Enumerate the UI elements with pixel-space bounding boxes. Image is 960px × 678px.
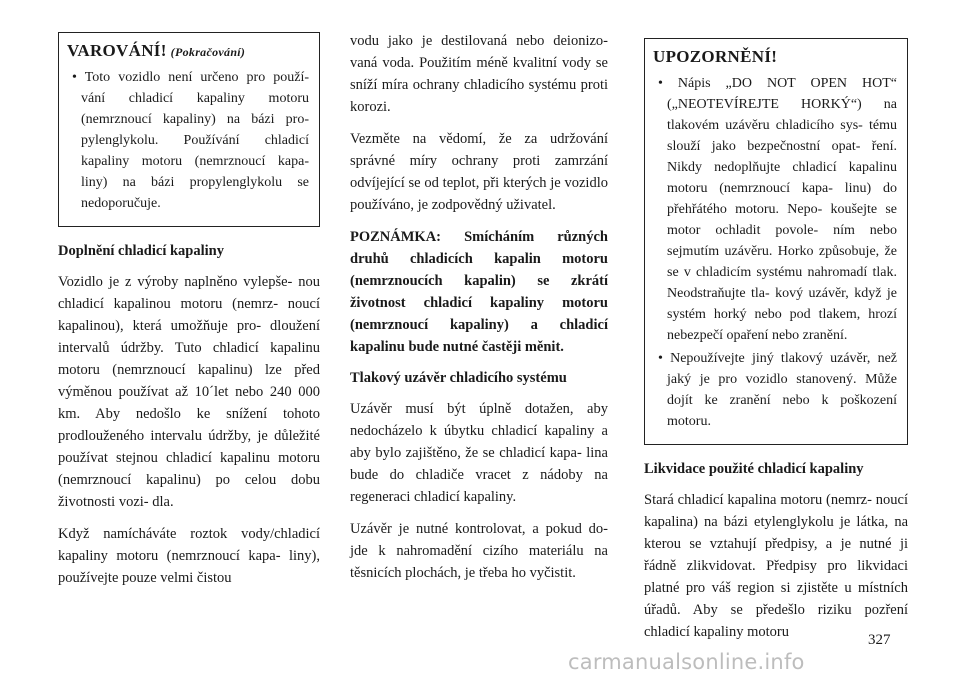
page-number: 327 (868, 632, 891, 648)
warning-continued: (Pokračování) (170, 45, 246, 59)
caution-box (644, 38, 908, 445)
paragraph-mixing-water: Když namícháváte roztok vody/chladicí kapaliny motoru (nemrznoucí kapa- liny), používejte pouze velmi čistou (58, 526, 320, 586)
warning-box (58, 32, 320, 227)
paragraph-cap-tight: Uzávěr musí být úplně dotažen, aby nedocházelo k úbytku chladicí kapaliny a aby bylo zajištěno, že se chladicí kapa- lina bude do chladiče vracet z nádoby na regeneraci chladicí kapaliny. (350, 401, 608, 505)
heading-coolant-disposal: Likvidace použité chladicí kapaliny (644, 461, 864, 477)
paragraph-coolant-factory: Vozidlo je z výroby naplněno vylepše- nou chladicí kapalinou motoru (nemrz- noucí kapalinou), která umožňuje pro- dloužení intervalů údržby. Tuto chladicí kapalinu motoru (nemrznoucí kapalinu) lze před výměnou používat až 10´let nebo 240 000 km. Aby nedošlo ke snížení tohoto prodlouženého intervalu údržby, je důležité používat stejnou chladicí kapalinu motoru (nemrznoucí kapalinu) po celou dobu životnosti vozi- dla. (58, 274, 320, 510)
warning-title: VAROVÁNÍ! (Pokračování) (67, 41, 246, 60)
caution-title: UPOZORNĚNÍ! (653, 47, 778, 66)
note-mixing-coolants: POZNÁMKA: Smícháním různých druhů chladicích kapalin motoru (nemrznoucích kapalin) se zkrátí životnost chladicí kapaliny motoru (nemrznoucí kapaliny) a chladicí kapalinu bude nutné častěji měnit. (350, 229, 608, 355)
heading-pressure-cap: Tlakový uzávěr chladicího systému (350, 370, 567, 386)
column-right (644, 38, 908, 653)
heading-coolant-refill: Doplnění chladicí kapaliny (58, 243, 224, 259)
column-middle (350, 30, 608, 594)
paragraph-water-quality: vodu jako je destilovaná nebo deionizo- vaná voda. Použitím méně kvalitní vody se sníží míra ochrany chladicího systému proti korozi. (350, 33, 608, 115)
caution-bullet-cap: • Nepoužívejte jiný tlakový uzávěr, než jaký je pro vozidlo stanovený. Může dojít ke zranění nebo k poškození motoru. (653, 348, 897, 432)
watermark: carmanualsonline.info (568, 650, 805, 674)
column-left (58, 32, 320, 599)
warning-bullet: • Toto vozidlo není určeno pro použí- vání chladicí kapaliny motoru (nemrznoucí kapaliny) na bázi pro- pylenglykolu. Používání chladicí kapaliny motoru (nemrznoucí kapa- liny) na bázi propylenglykolu se nedoporučuje. (67, 67, 309, 214)
paragraph-user-responsibility: Vezměte na vědomí, že za udržování správné míry ochrany proti zamrzání odvíjející se od teplot, při kterých je vozidlo používáno, je zodpovědný uživatel. (350, 131, 608, 213)
caution-bullet-hot: • Nápis „DO NOT OPEN HOT“ („NEOTEVÍREJTE HORKÝ“) na tlakovém uzávěru chladicího sys- tému slouží jako bezpečnostní opat- ření. Nikdy nedoplňujte chladicí kapalinu motoru (nemrznoucí kapa- linu) do přehřátého motoru. Nepo- koušejte se motor ochladit povole- ním nebo sejmutím uzávěru. Horko způsobuje, že se v chladicím systému nahromadí tlak. Neodstraňujte tla- kový uzávěr, když je systém horký nebo pod tlakem, hrozí nebezpečí opaření nebo zranění. (653, 73, 897, 346)
paragraph-cap-inspect: Uzávěr je nutné kontrolovat, a pokud do- jde k nahromadění cizího materiálu na těsnicích plochách, je třeba ho vyčistit. (350, 521, 608, 581)
paragraph-disposal: Stará chladicí kapalina motoru (nemrz- noucí kapalina) na bázi etylenglykolu je látka, na kterou se vztahují předpisy, a je nutné ji řádně zlikvidovat. Předpisy pro likvidaci platné pro váš region si zjistěte u místních úřadů. Aby se předešlo riziku pozření chladicí kapaliny motoru (644, 492, 908, 640)
